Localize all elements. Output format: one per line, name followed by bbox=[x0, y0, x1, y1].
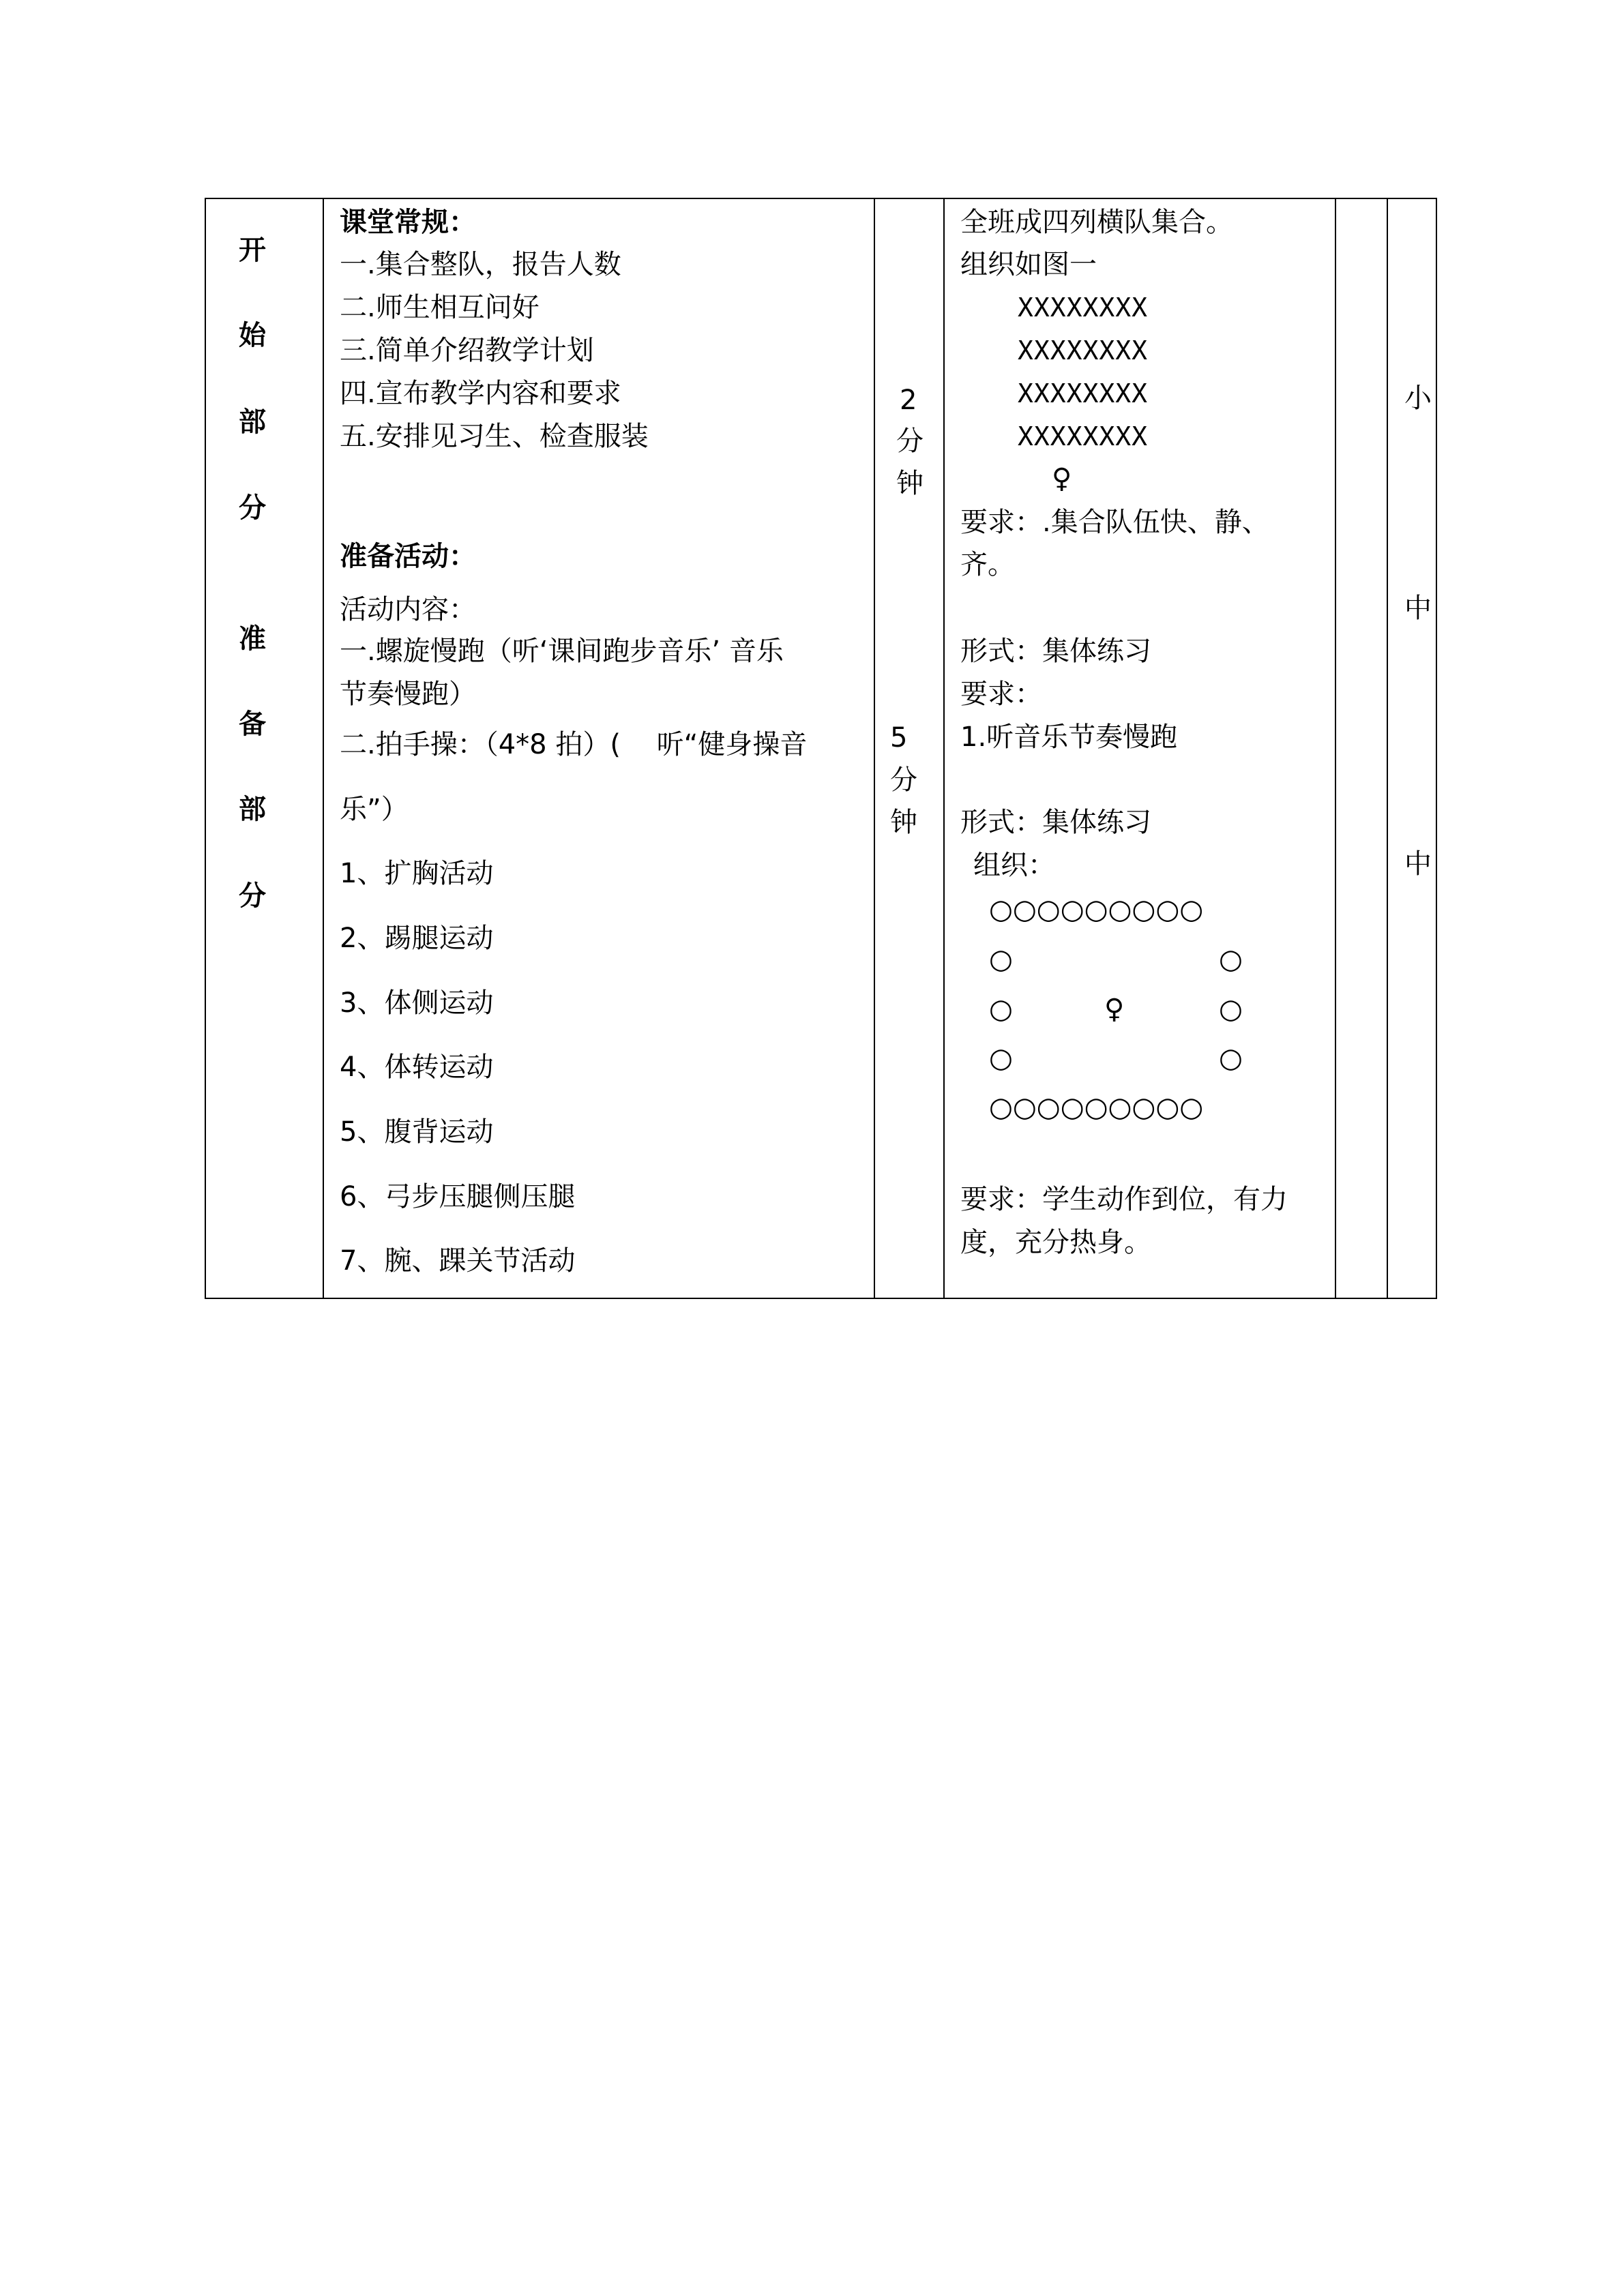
exercise-item: 6、弓步压腿侧压腿 bbox=[340, 1181, 576, 1212]
section-label-char: 部 bbox=[239, 406, 266, 438]
form-text: 形式：集体练习 bbox=[960, 807, 1151, 838]
routine-item: 四.宣布教学内容和要求 bbox=[340, 378, 621, 409]
exercise-item: 1、扩胸活动 bbox=[340, 858, 494, 889]
section-label-char: 分 bbox=[239, 492, 266, 524]
routine-item: 一.集合整队，报告人数 bbox=[340, 249, 621, 280]
circle-formation-right: ○ bbox=[1219, 1043, 1243, 1074]
activity-label: 活动内容： bbox=[340, 594, 476, 625]
teacher-symbol: ♀ bbox=[1052, 463, 1072, 494]
requirement-text: 度，充分热身。 bbox=[960, 1227, 1151, 1258]
activity-text: 二.拍手操：（4*8 拍）( 听“健身操音 bbox=[340, 729, 808, 760]
duration-unit: 分 bbox=[896, 426, 924, 457]
activity-text: 节奏慢跑） bbox=[340, 679, 476, 710]
formation-row: XXXXXXXX bbox=[1018, 293, 1149, 323]
routine-item: 二.师生相互问好 bbox=[340, 292, 540, 323]
circle-formation-right: ○ bbox=[1219, 944, 1243, 975]
circle-formation-left: ○ bbox=[989, 994, 1013, 1025]
formation-row: XXXXXXXX bbox=[1018, 421, 1149, 451]
circle-formation-left: ○ bbox=[989, 944, 1013, 975]
teacher-symbol: ♀ bbox=[1104, 994, 1125, 1025]
exercise-item: 2、踢腿运动 bbox=[340, 923, 494, 954]
requirement-text: 1.听音乐节奏慢跑 bbox=[960, 721, 1178, 753]
section-label-char: 始 bbox=[239, 320, 266, 351]
requirement-text: 齐。 bbox=[960, 549, 1015, 580]
requirement-text: 要求：.集合队伍快、静、 bbox=[960, 507, 1269, 538]
routine-title: 课堂常规： bbox=[340, 207, 476, 238]
column-divider bbox=[1335, 199, 1336, 1298]
duration-unit: 分 bbox=[890, 764, 917, 796]
form-text: 形式：集体练习 bbox=[960, 636, 1151, 667]
exercise-item: 7、腕、踝关节活动 bbox=[340, 1245, 576, 1277]
intensity-level: 小 bbox=[1404, 383, 1432, 414]
section-label-char: 部 bbox=[239, 794, 266, 825]
section-label-char: 备 bbox=[239, 709, 266, 740]
org-text: 全班成四列横队集合。 bbox=[960, 207, 1233, 238]
lesson-plan-table bbox=[205, 198, 1437, 1299]
section-label-char: 开 bbox=[239, 235, 266, 266]
intensity-level: 中 bbox=[1404, 593, 1432, 624]
duration-number: 5 bbox=[890, 722, 908, 754]
activity-text: 一.螺旋慢跑（听‘课间跑步音乐’ 音乐 bbox=[340, 636, 784, 667]
circle-formation-top: ○○○○○○○○○ bbox=[989, 894, 1204, 925]
duration-unit: 钟 bbox=[890, 807, 917, 838]
requirement-label: 要求： bbox=[960, 679, 1042, 710]
section-label-char: 分 bbox=[239, 880, 266, 912]
warmup-title: 准备活动： bbox=[340, 541, 476, 572]
exercise-item: 4、体转运动 bbox=[340, 1052, 494, 1083]
column-divider bbox=[1387, 199, 1388, 1298]
exercise-item: 5、腹背运动 bbox=[340, 1116, 494, 1148]
intensity-level: 中 bbox=[1404, 848, 1432, 880]
requirement-text: 要求：学生动作到位，有力 bbox=[960, 1184, 1288, 1215]
exercise-item: 3、体侧运动 bbox=[340, 987, 494, 1019]
circle-formation-right: ○ bbox=[1219, 994, 1243, 1025]
column-divider bbox=[943, 199, 945, 1298]
formation-row: XXXXXXXX bbox=[1018, 378, 1149, 408]
column-divider bbox=[874, 199, 875, 1298]
org-label: 组织： bbox=[973, 850, 1055, 881]
org-text: 组织如图一 bbox=[960, 249, 1097, 280]
circle-formation-left: ○ bbox=[989, 1043, 1013, 1074]
column-divider bbox=[323, 199, 324, 1298]
duration-unit: 钟 bbox=[896, 468, 924, 499]
formation-row: XXXXXXXX bbox=[1018, 336, 1149, 366]
section-label-char: 准 bbox=[239, 623, 266, 655]
circle-formation-bottom: ○○○○○○○○○ bbox=[989, 1092, 1204, 1123]
routine-item: 五.安排见习生、检查服装 bbox=[340, 421, 649, 452]
routine-item: 三.简单介绍教学计划 bbox=[340, 335, 594, 366]
activity-text: 乐”） bbox=[340, 794, 409, 825]
duration-number: 2 bbox=[900, 385, 917, 416]
